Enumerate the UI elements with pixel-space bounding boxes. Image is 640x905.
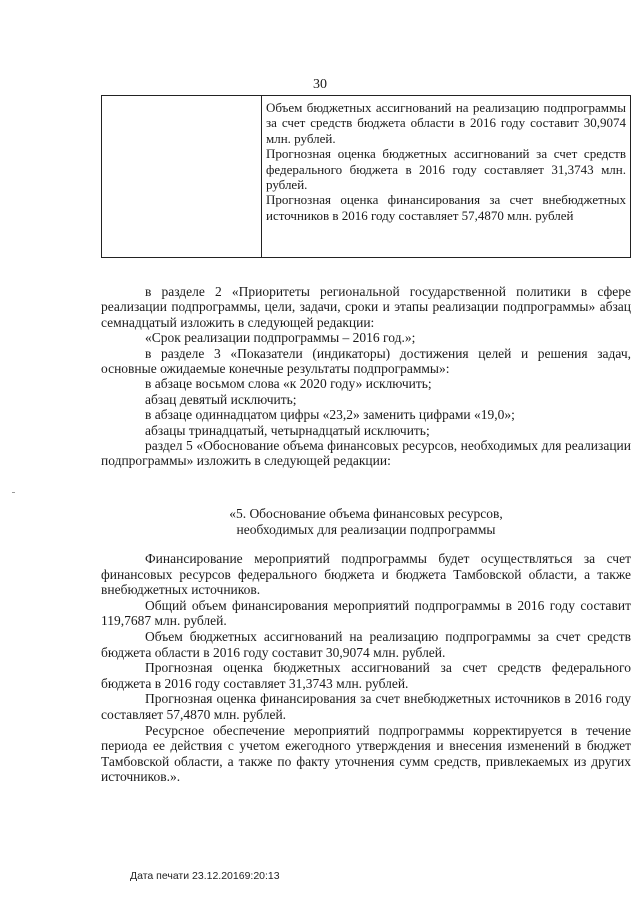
- table-left-cell: [102, 96, 262, 257]
- table-paragraph: Прогнозная оценка финансирования за счет внебюджетных источников в 2016 году составляет 57,4870 млн. рублей: [266, 192, 626, 223]
- section5-paragraph: Объем бюджетных ассигнований на реализацию подпрограммы за счет средств бюджета области в 2016 году составит 30,9074 млн. рублей.: [101, 628, 631, 660]
- section5-paragraph: Ресурсное обеспечение мероприятий подпрограммы корректируется в течение периода ее действия с учетом ежегодного утверждения и внесения изменений в бюджет Тамбовской области, а также по факту уточнения сумм средств, привлекаемых из других источников.».: [101, 722, 631, 785]
- section-heading-line1: «5. Обоснование объема финансовых ресурсов,: [229, 506, 503, 521]
- amendment-paragraph: в абзаце одиннадцатом цифры «23,2» заменить цифрами «19,0»;: [145, 407, 515, 423]
- scan-margin-mark: [12, 492, 15, 493]
- amendment-paragraph: абзац девятый исключить;: [145, 391, 297, 407]
- section5-body: [101, 551, 631, 785]
- amendments-block: [101, 284, 631, 469]
- table-right-cell: [262, 96, 630, 257]
- amendment-paragraph: раздел 5 «Обоснование объема финансовых ресурсов, необходимых для реализации подпрограммы» изложить в следующей редакции:: [101, 438, 631, 469]
- page-number: 30: [313, 77, 327, 92]
- funding-table: [101, 95, 631, 258]
- amendment-paragraph: в абзаце восьмом слова «к 2020 году» исключить;: [145, 376, 432, 392]
- section-heading: [101, 506, 631, 538]
- amendment-paragraph: в разделе 2 «Приоритеты региональной государственной политики в сфере реализации подпрограммы, цели, задачи, сроки и этапы реализации подпрограммы» абзац семнадцатый изложить в следующей редакции:: [101, 284, 631, 330]
- table-paragraph: Объем бюджетных ассигнований на реализацию подпрограммы за счет средств бюджета области в 2016 году составит 30,9074 млн. рублей.: [266, 100, 626, 146]
- section5-paragraph: Общий объем финансирования мероприятий подпрограммы в 2016 году составит 119,7687 млн. рублей.: [101, 597, 631, 629]
- section5-paragraph: Прогнозная оценка финансирования за счет внебюджетных источников в 2016 году составляет 57,4870 млн. рублей.: [101, 691, 631, 722]
- section-heading-line2: необходимых для реализации подпрограммы: [236, 522, 496, 537]
- amendment-paragraph: «Срок реализации подпрограммы – 2016 год.»;: [145, 330, 416, 346]
- amendment-paragraph: в разделе 3 «Показатели (индикаторы) достижения целей и решения задач, основные ожидаемые конечные результаты подпрограммы»:: [101, 345, 631, 377]
- amendment-paragraph: абзацы тринадцатый, четырнадцатый исключить;: [145, 422, 430, 438]
- print-date-footer: Дата печати 23.12.20169:20:13: [130, 870, 280, 882]
- section5-paragraph: Прогнозная оценка бюджетных ассигнований за счет средств федерального бюджета в 2016 году составляет 31,3743 млн. рублей.: [101, 660, 631, 691]
- section5-paragraph: Финансирование мероприятий подпрограммы будет осуществляться за счет финансовых ресурсов федерального бюджета и бюджета Тамбовской области, а также внебюджетных источников.: [101, 551, 631, 598]
- table-paragraph: Прогнозная оценка бюджетных ассигнований за счет средств федерального бюджета в 2016 году составляет 31,3743 млн. рублей.: [266, 146, 626, 193]
